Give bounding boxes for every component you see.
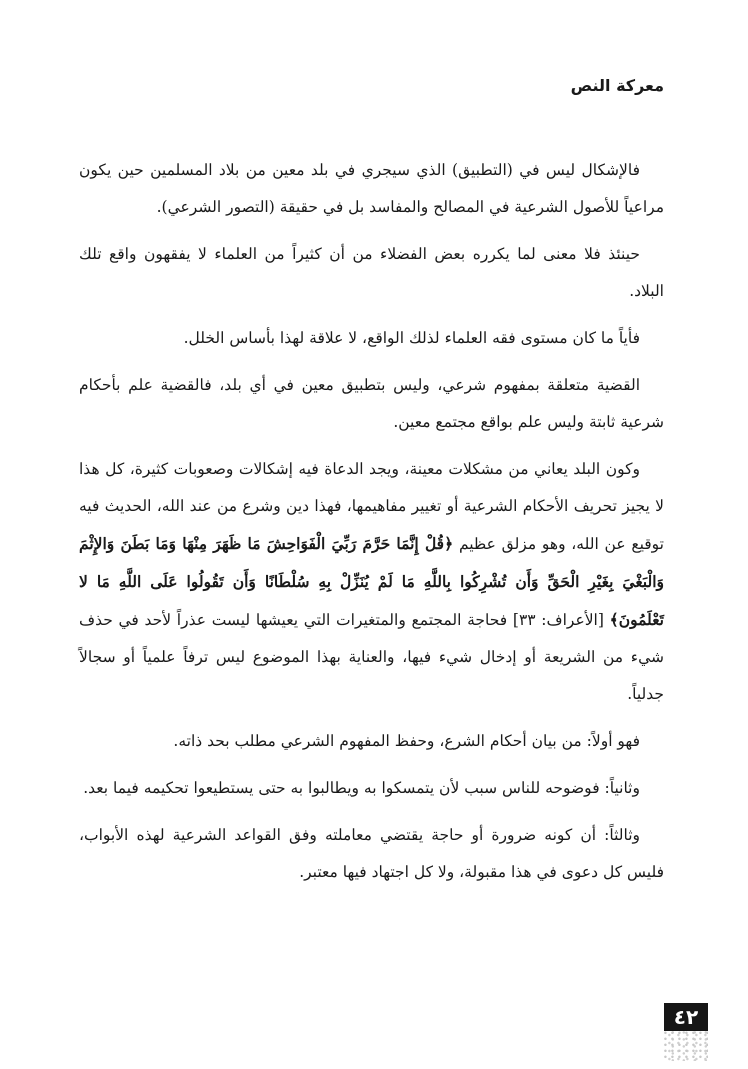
paragraph-5 [79,451,664,713]
quran-verse: ﴿قُلْ إِنَّمَا حَرَّمَ رَبِّيَ الْفَوَاحِشَ مَا ظَهَرَ مِنْهَا وَمَا بَطَنَ وَالإِثْمَ وَالْبَغْيَ بِغَيْرِ الْحَقِّ وَأَن تُشْرِكُوا بِاللَّهِ مَا لَمْ يُنَزِّلْ بِهِ سُلْطَانًا وَأَن تَقُولُوا عَلَى اللَّهِ مَا لا تَعْلَمُونَ﴾ [79,534,664,629]
verse-citation: [الأعراف: ٣٣] [512,611,604,629]
point-third: وثالثاً: أن كونه ضرورة أو حاجة يقتضي معاملته وفق القواعد الشرعية لهذه الأبواب، فليس كل دعوى في هذا مقبولة، ولا كل اجتهاد فيها معتبر. [79,826,664,881]
scan-speckle [664,1031,708,1061]
running-header-title: معركة النص [570,76,664,95]
paragraph-5-rest: فحاجة المجتمع والمتغيرات التي يعيشها ليست عذراً لأحد في حذف شيء من الشريعة أو إدخال شيء فيها، والعناية بهذا الموضوع ليس ترفاً علمياً أو سجالاً جدلياً. [79,611,664,703]
paragraph-3: فأياً ما كان مستوى فقه العلماء لذلك الواقع، لا علاقة لهذا بأساس الخلل. [183,329,640,347]
paragraph-4: القضية متعلقة بمفهوم شرعي، وليس بتطبيق معين في أي بلد، فالقضية علم بأحكام شرعية ثابتة وليس علم بواقع مجتمع معين. [79,376,664,431]
body-text [79,152,664,901]
paragraph-2: حينئذ فلا معنى لما يكرره بعض الفضلاء من أن كثيراً من العلماء لا يفقهون واقع تلك البلاد. [79,245,664,300]
paragraph-5-intro: وكون البلد يعاني من مشكلات معينة، ويجد الدعاة فيه إشكالات وصعوبات كثيرة، كل هذا لا يجيز تحريف الأحكام الشرعية أو تغيير مفاهيمها، فهذا دين وشرع من عند الله، الحديث فيه توقيع عن الله، وهو مزلق عظيم [79,460,664,553]
page-number: ٤٢ [664,1003,708,1031]
point-first: فهو أولاً: من بيان أحكام الشرع، وحفظ المفهوم الشرعي مطلب بحد ذاته. [173,732,640,750]
paragraph-1: فالإشكال ليس في (التطبيق) الذي سيجري في بلد معين من بلاد المسلمين حين يكون مراعياً للأصول الشرعية في المصالح والمفاسد بل في حقيقة (التصور الشرعي). [79,161,664,216]
point-second: وثانياً: فوضوحه للناس سبب لأن يتمسكوا به ويطالبوا به حتى يستطيعوا تحكيمه فيما بعد. [83,779,640,797]
